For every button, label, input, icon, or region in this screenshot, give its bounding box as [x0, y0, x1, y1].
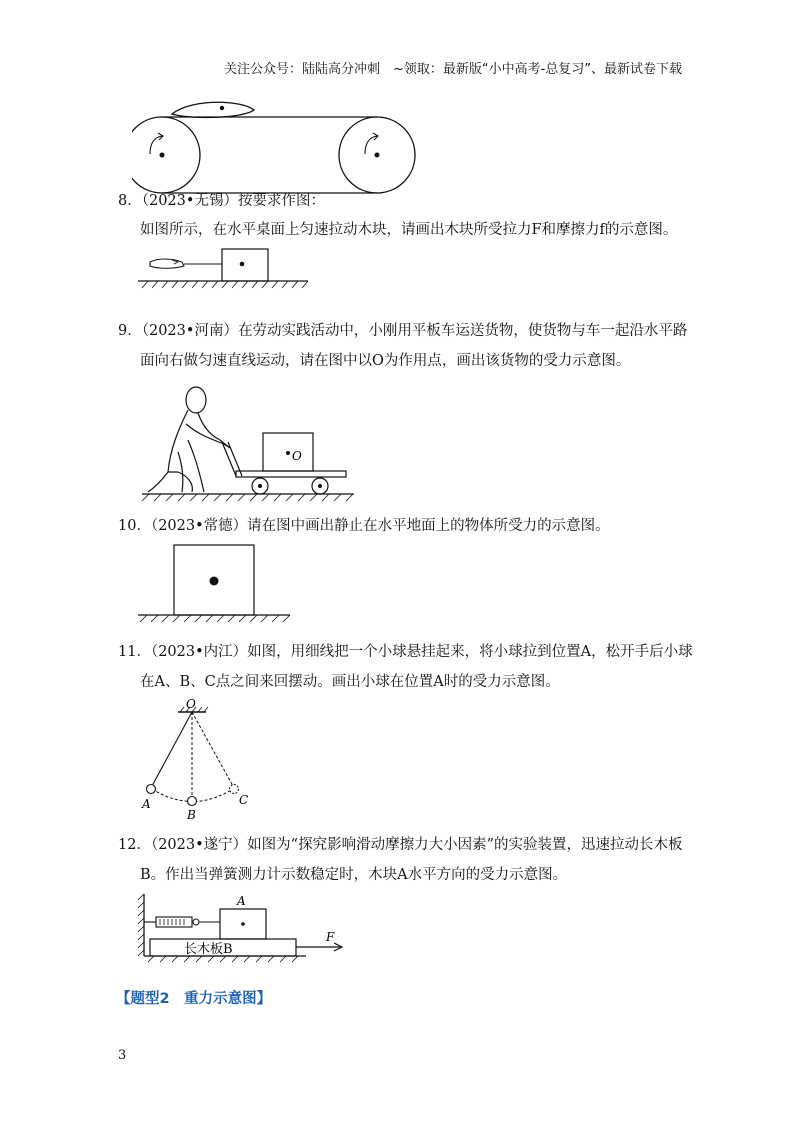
block-on-ground-figure — [138, 543, 298, 627]
section-title: 【题型2 重力示意图】 — [116, 991, 272, 1007]
board-label: 长木板B — [184, 942, 233, 957]
block-a-label: A — [237, 894, 246, 908]
question-9-line1: 9．（2023•河南）在劳动实践活动中，小刚用平板车运送货物，使货物与车一起沿水平路 — [118, 323, 688, 339]
page-header: 关注公众号：陆陆高分冲刺 ~领取：最新版“小中高考-总复习”、最新试卷下载 — [223, 62, 682, 77]
question-11-line2: 在A、B、C点之间来回摆动。画出小球在位置A时的受力示意图。 — [140, 674, 560, 690]
friction-experiment-figure — [136, 892, 356, 964]
cart-pushing-figure — [138, 380, 358, 505]
force-label: F — [326, 930, 335, 944]
pendulum-pivot-label: O — [186, 698, 196, 711]
question-8-line2: 如图所示，在水平桌面上匀速拉动木块，请画出木块所受拉力F和摩擦力f的示意图。 — [140, 222, 678, 238]
question-10-line1: 10．（2023•常德）请在图中画出静止在水平地面上的物体所受力的示意图。 — [118, 518, 610, 534]
question-12-line2: B。作出当弹簧测力计示数稳定时，木块A水平方向的受力示意图。 — [140, 867, 568, 883]
pendulum-b-label: B — [187, 808, 196, 820]
question-12-line1: 12．（2023•遂宁）如图为“探究影响滑动摩擦力大小因素”的实验装置，迅速拉动长木板 — [118, 837, 683, 853]
question-8-line1: 8．（2023•无锡）按要求作图： — [118, 193, 325, 209]
pendulum-c-label: C — [239, 793, 249, 807]
question-11-line1: 11．（2023•内江）如图，用细线把一个小球悬挂起来，将小球拉到位置A，松开手后小球 — [118, 644, 693, 660]
cart-point-label: O — [292, 449, 302, 463]
page-number: 3 — [118, 1048, 127, 1063]
hand-pull-block-figure — [138, 244, 308, 292]
question-9-line2: 面向右做匀速直线运动，请在图中以O为作用点，画出该货物的受力示意图。 — [140, 353, 631, 369]
pendulum-a-label: A — [142, 797, 151, 811]
pendulum-figure — [136, 698, 256, 820]
